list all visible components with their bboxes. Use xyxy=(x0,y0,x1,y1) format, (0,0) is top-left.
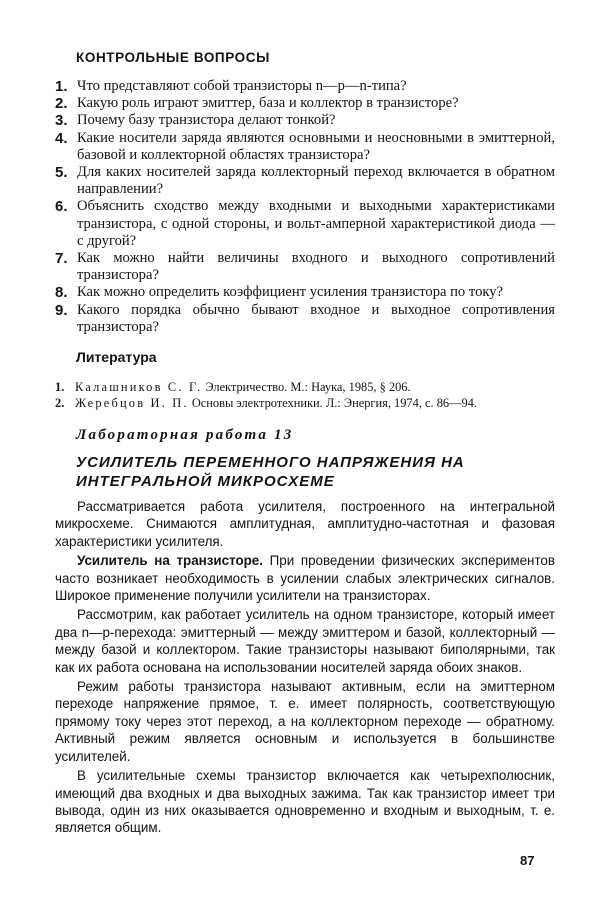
question-item xyxy=(55,250,555,284)
question-text: Что представляют собой транзисторы n—p—n-типа? xyxy=(77,78,407,94)
question-number: 7. xyxy=(55,250,68,268)
question-item xyxy=(55,95,555,112)
question-item xyxy=(55,302,555,336)
question-text: Объяснить сходство между входными и выходными характеристиками транзистора, с одной стороны, и вольт-амперной характеристикой диода — с другой? xyxy=(77,198,555,249)
paragraph: Режим работы транзистора называют активным, если на эмиттерном переходе напряжение прямое, т. е. имеет полярность, соответствующую прямому току через этот переход, а на коллекторном переходе — обратному. Активный режим является основным и используется в большинстве усилителей. xyxy=(55,679,555,764)
question-item xyxy=(55,164,555,198)
question-item xyxy=(55,78,555,95)
question-text: Какие носители заряда являются основными и неосновными в эмиттерной, базовой и коллекторной областях транзистора? xyxy=(77,129,555,163)
question-number: 9. xyxy=(55,301,68,319)
question-number: 1. xyxy=(55,78,68,95)
question-item xyxy=(55,130,555,164)
reference-title: Электричество. М.: Наука, 1985, § 206. xyxy=(202,380,411,394)
question-number: 5. xyxy=(55,164,68,182)
paragraph-text: При проведении физических экспериментов часто возникает необходимость в усилении слабых электрических сигналов. Широкое применение получили усилители на транзисторах. xyxy=(55,553,555,604)
question-text: Как можно найти величины входного и выходного сопротивлений транзистора? xyxy=(77,250,555,284)
paragraph: Рассматривается работа усилителя, построенного на интегральной микросхеме. Снимаются амплитудная, амплитудно-частотная и фазовая характеристики усилителя. xyxy=(55,499,555,549)
question-number: 8. xyxy=(55,284,68,302)
reference-text xyxy=(75,395,477,411)
reference-title: Основы электротехники. Л.: Энергия, 1974, с. 86—94. xyxy=(188,396,477,410)
question-item xyxy=(55,198,555,250)
question-text: Для каких носителей заряда коллекторный переход включается в обратном направлении? xyxy=(77,164,555,198)
reference-list xyxy=(55,379,555,411)
questions-heading: КОНТРОЛЬНЫЕ ВОПРОСЫ xyxy=(76,50,270,65)
question-number: 6. xyxy=(55,198,68,216)
section-main-title: УСИЛИТЕЛЬ ПЕРЕМЕННОГО НАПРЯЖЕНИЯ НА ИНТЕГРАЛЬНОЙ МИКРОСХЕМЕ xyxy=(76,454,465,490)
subsection-heading: Усилитель на транзисторе. xyxy=(77,553,263,569)
question-text: Какую роль играют эмиттер, база и коллектор в транзисторе? xyxy=(77,95,459,112)
reference-number: 2. xyxy=(55,396,65,410)
question-text: Какого порядка обычно бывают входное и выходное сопротивления транзистора? xyxy=(77,301,555,335)
body-text xyxy=(55,498,555,839)
question-item xyxy=(55,284,555,301)
reference-number: 1. xyxy=(55,380,65,394)
literature-heading: Литература xyxy=(76,349,157,365)
reference-item xyxy=(55,395,555,411)
question-text: Как можно определить коэффициент усиления транзистора по току? xyxy=(77,284,504,301)
reference-author: Жеребцов И. П. xyxy=(75,396,189,410)
questions-list xyxy=(55,78,555,336)
question-number: 4. xyxy=(55,129,68,147)
question-text: Почему базу транзистора делают тонкой? xyxy=(77,112,336,129)
lab-work-title: Лабораторная работа 13 xyxy=(76,427,294,443)
page-number: 87 xyxy=(520,853,535,868)
reference-author: Калашников С. Г. xyxy=(75,380,203,394)
paragraph: Рассмотрим, как работает усилитель на одном транзисторе, который имеет два n—p-перехода: эмиттерный — между эмиттером и базой, коллекторный — между базой и коллектором. Такие транзисторы называют биполярными, так как их работа основана на использовании носителей заряда обоих знаков. xyxy=(55,607,555,675)
reference-item xyxy=(55,379,555,395)
question-number: 3. xyxy=(55,112,68,130)
paragraph: В усилительные схемы транзистор включается как четырехполюсник, имеющий два входных и два выходных зажима. Так как транзистор имеет три вывода, один из них оказывается одновременно и входным и выходным, т. е. является общим. xyxy=(55,768,555,836)
question-number: 2. xyxy=(55,95,68,113)
paragraph xyxy=(55,552,555,604)
reference-text xyxy=(75,379,411,395)
question-item xyxy=(55,112,555,129)
